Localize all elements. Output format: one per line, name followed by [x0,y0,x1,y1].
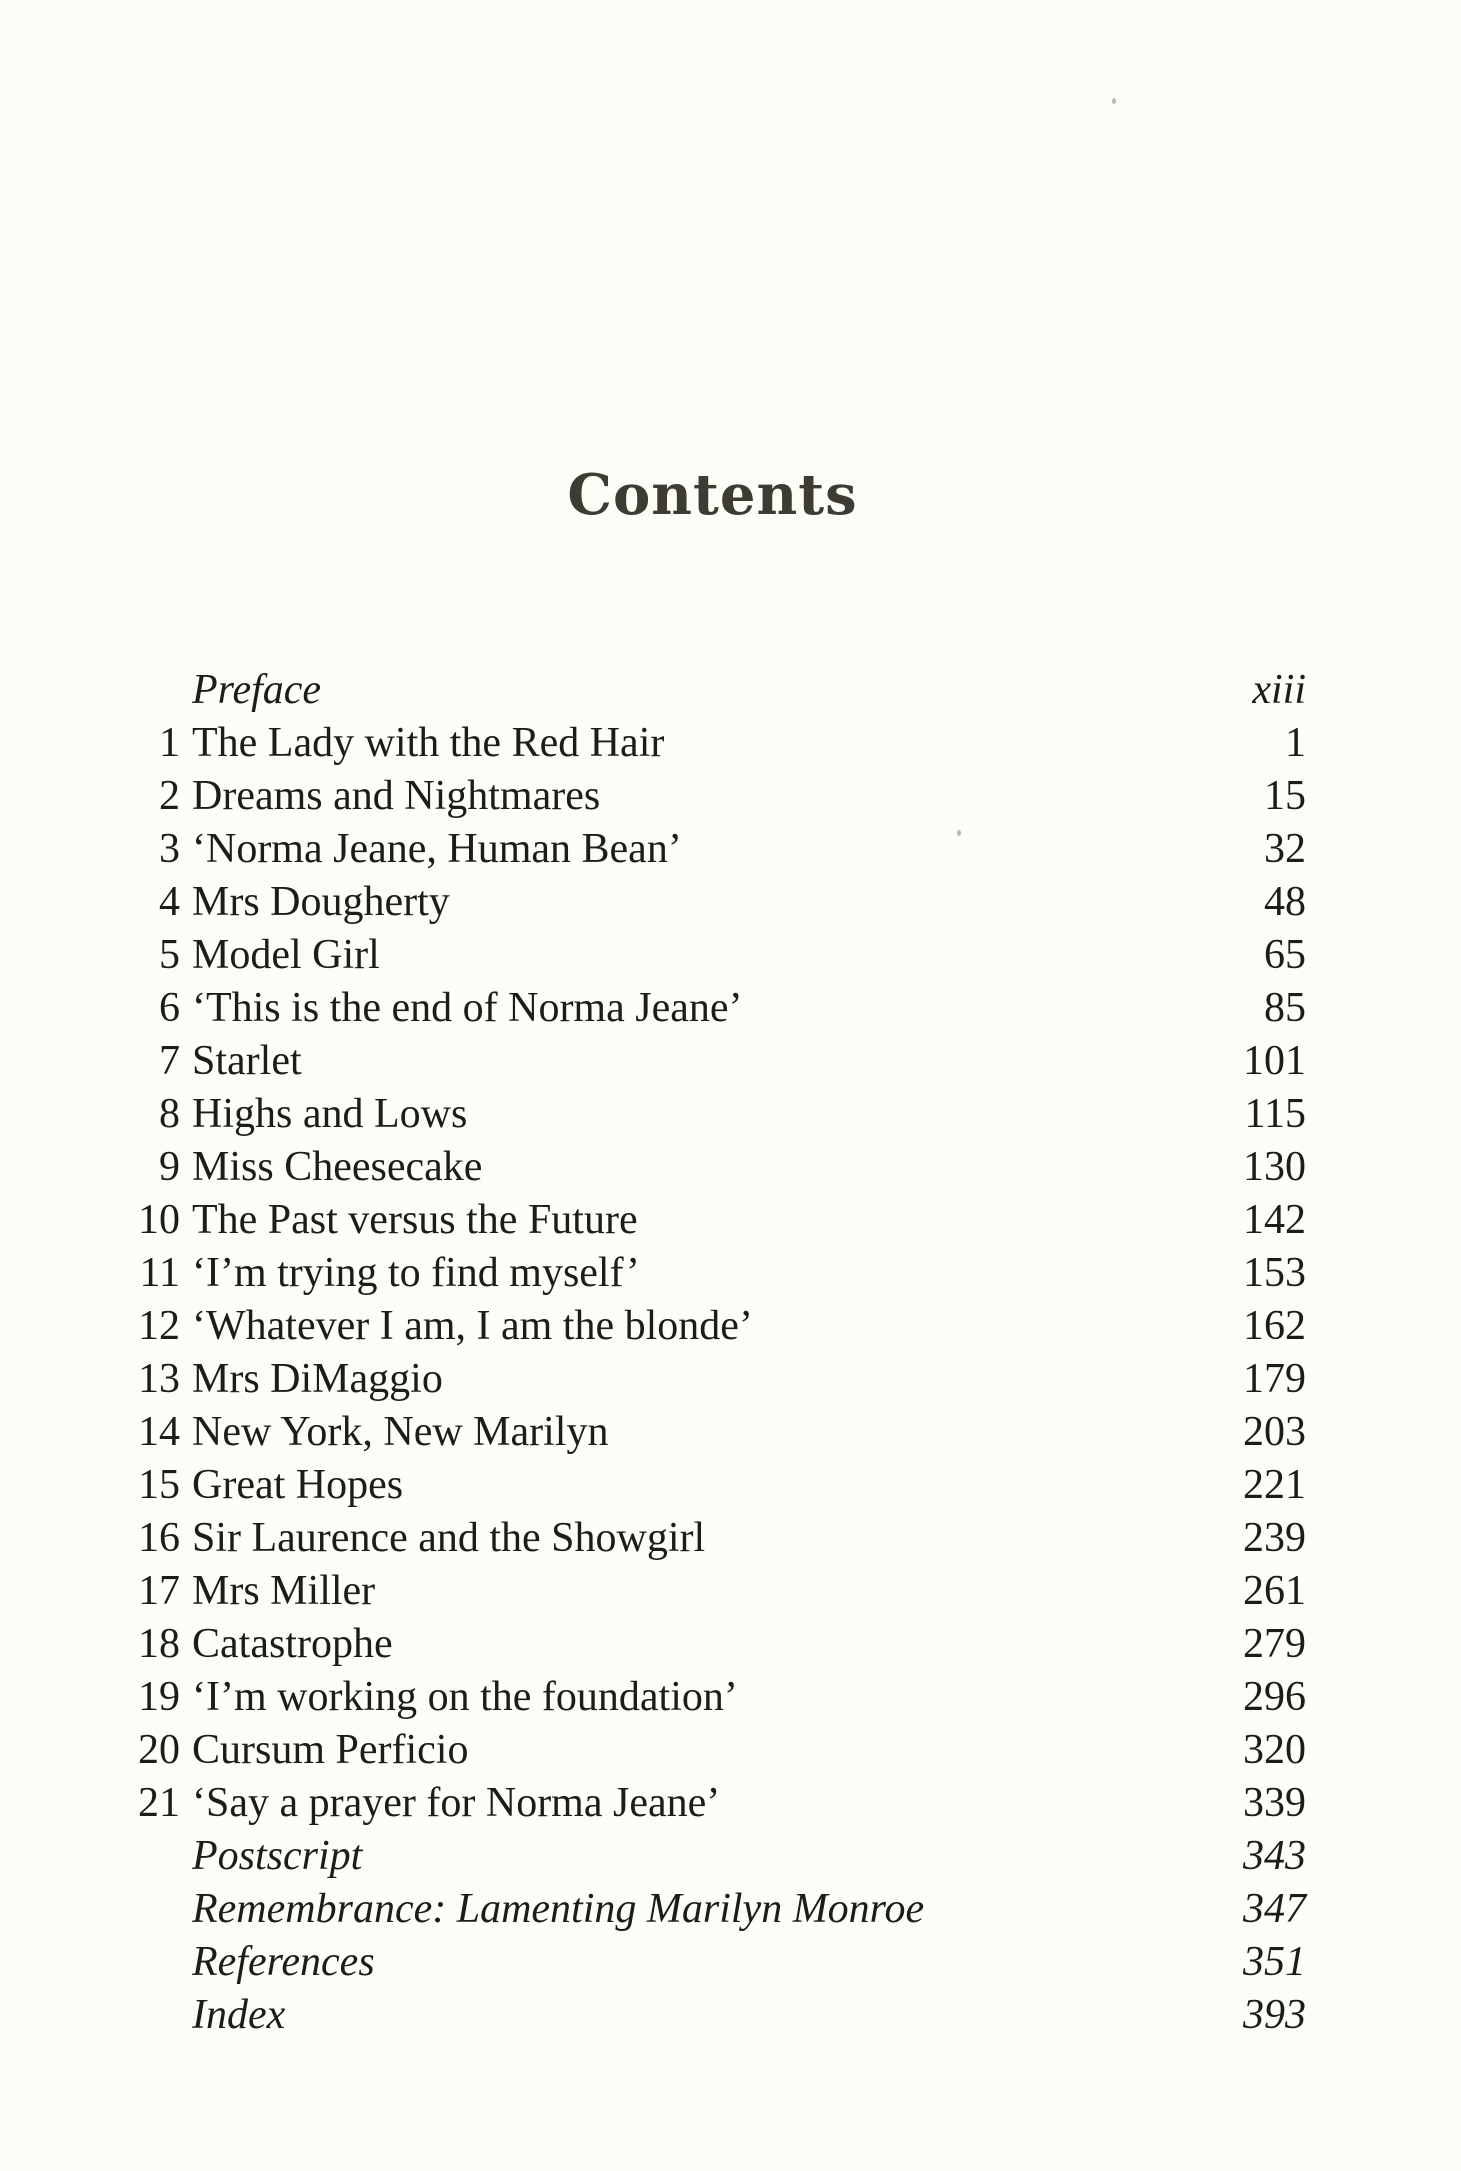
chapter-number: 3 [159,826,180,872]
chapter-number: 19 [138,1674,180,1720]
page-number: 85 [1264,985,1306,1031]
page-number: 48 [1264,879,1306,925]
chapter-title: ‘Norma Jeane, Human Bean’ [192,826,682,872]
chapter-title: Sir Laurence and the Showgirl [192,1515,706,1561]
page-number: 101 [1243,1038,1306,1084]
chapter-number: 6 [159,985,180,1031]
page-number: 320 [1243,1727,1306,1773]
chapter-number: 18 [138,1621,180,1667]
chapter-number: 12 [138,1303,180,1349]
chapter-number: 17 [138,1568,180,1614]
page-number: 393 [1243,1992,1306,2038]
chapter-title: Highs and Lows [192,1091,468,1137]
toc-entry [120,1724,1306,1777]
toc-entry [120,1830,1306,1883]
chapter-number: 8 [159,1091,180,1137]
page-title: Contents [567,462,858,528]
chapter-number: 21 [138,1780,180,1826]
toc-entry [120,1989,1306,2042]
toc-entry [120,982,1306,1035]
toc-entry [120,876,1306,929]
toc-entry [120,1777,1306,1830]
chapter-title: Cursum Perficio [192,1727,469,1773]
toc-entry [120,1512,1306,1565]
chapter-title: Index [192,1992,286,2038]
chapter-title: ‘I’m trying to find myself’ [192,1250,640,1296]
chapter-title: Model Girl [192,932,380,978]
page-number: 15 [1264,773,1306,819]
chapter-title: Mrs DiMaggio [192,1356,443,1402]
chapter-title: The Past versus the Future [192,1197,638,1243]
toc-entry [120,1936,1306,1989]
page-number: 203 [1243,1409,1306,1455]
page-number: 296 [1243,1674,1306,1720]
page-number: 32 [1264,826,1306,872]
chapter-number: 16 [138,1515,180,1561]
toc-entry [120,1565,1306,1618]
toc-entry [120,664,1306,717]
toc-entry [120,770,1306,823]
toc-entry [120,1194,1306,1247]
toc-entry [120,1035,1306,1088]
chapter-title: Postscript [192,1833,363,1879]
page-number: 153 [1243,1250,1306,1296]
page-number: 347 [1243,1886,1306,1932]
toc-entry [120,929,1306,982]
page-number: 1 [1285,720,1306,766]
chapter-title: ‘I’m working on the foundation’ [192,1674,738,1720]
page-number: 130 [1243,1144,1306,1190]
chapter-title: ‘Say a prayer for Norma Jeane’ [192,1780,721,1826]
page-number: 65 [1264,932,1306,978]
page-number: 343 [1243,1833,1306,1879]
chapter-title: Dreams and Nightmares [192,773,601,819]
chapter-title: Great Hopes [192,1462,404,1508]
toc-entry [120,1883,1306,1936]
page-number: 162 [1243,1303,1306,1349]
toc-entry [120,1671,1306,1724]
page-number: 239 [1243,1515,1306,1561]
chapter-title: New York, New Marilyn [192,1409,609,1455]
chapter-number: 11 [139,1250,180,1296]
page-number: 142 [1243,1197,1306,1243]
toc-entry [120,1618,1306,1671]
chapter-number: 2 [159,773,180,819]
chapter-number: 1 [159,720,180,766]
toc-entry [120,1300,1306,1353]
page-number: 221 [1243,1462,1306,1508]
chapter-number: 20 [138,1727,180,1773]
paper-speck [1112,98,1116,104]
page-number: 179 [1243,1356,1306,1402]
chapter-title: Preface [192,667,322,713]
toc-entry [120,1406,1306,1459]
chapter-number: 9 [159,1144,180,1190]
page-number: 115 [1244,1091,1306,1137]
table-of-contents [120,664,1306,2042]
chapter-number: 14 [138,1409,180,1455]
chapter-number: 10 [138,1197,180,1243]
chapter-title: The Lady with the Red Hair [192,720,665,766]
chapter-number: 15 [138,1462,180,1508]
page-number: 339 [1243,1780,1306,1826]
chapter-title: ‘This is the end of Norma Jeane’ [192,985,743,1031]
toc-entry [120,1459,1306,1512]
chapter-title: ‘Whatever I am, I am the blonde’ [192,1303,753,1349]
toc-entry [120,1141,1306,1194]
chapter-number: 5 [159,932,180,978]
chapter-title: Mrs Dougherty [192,879,450,925]
chapter-number: 13 [138,1356,180,1402]
page-number: xiii [1252,667,1306,713]
toc-entry [120,1088,1306,1141]
toc-entry [120,1247,1306,1300]
chapter-title: Starlet [192,1038,302,1084]
page-number: 279 [1243,1621,1306,1667]
toc-entry [120,823,1306,876]
toc-entry [120,717,1306,770]
chapter-title: Mrs Miller [192,1568,376,1614]
chapter-number: 4 [159,879,180,925]
chapter-number: 7 [159,1038,180,1084]
page-number: 351 [1243,1939,1306,1985]
page-number: 261 [1243,1568,1306,1614]
chapter-title: References [192,1939,375,1985]
chapter-title: Miss Cheesecake [192,1144,483,1190]
chapter-title: Remembrance: Lamenting Marilyn Monroe [192,1886,925,1932]
toc-entry [120,1353,1306,1406]
chapter-title: Catastrophe [192,1621,393,1667]
